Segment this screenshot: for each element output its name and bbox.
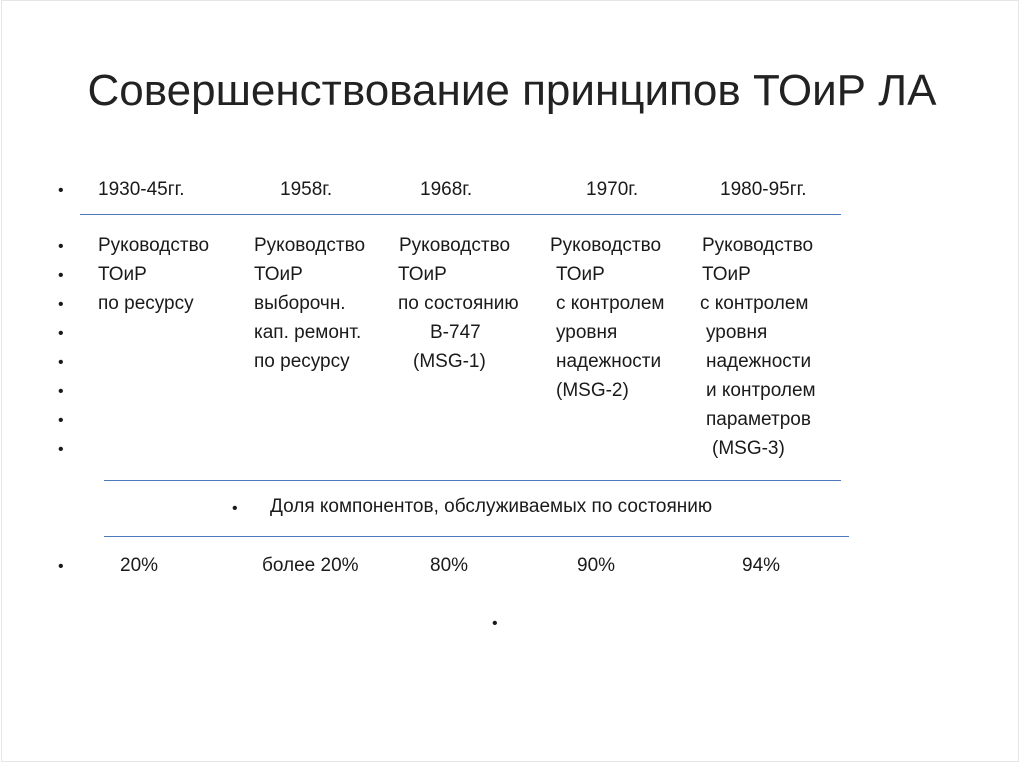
share-1: 20% [120,555,159,576]
bullet: • [58,558,64,575]
divider-years [80,214,841,215]
col1-line-1: Руководство [98,235,210,256]
year-5: 1980-95гг. [720,179,807,200]
slide-title: Совершенствование принципов ТОиР ЛА [87,66,937,115]
col2-line-4: кап. ремонт. [254,322,362,343]
col2-line-5: по ресурсу [254,351,350,372]
col5-line-5: надежности [706,351,812,372]
col2-line-1: Руководство [254,235,366,256]
divider-columns [104,480,841,481]
col4-line-4: уровня [556,322,618,343]
col5-line-8: (MSG-3) [712,438,785,459]
bullet: • [492,615,498,632]
col1-line-2: ТОиР [98,264,147,285]
col3-line-5: (MSG-1) [413,351,486,372]
col3-line-3: по состоянию [398,293,519,314]
bullet: • [58,354,64,371]
bullet: • [58,383,64,400]
col4-line-6: (MSG-2) [556,380,629,401]
col3-line-4: B-747 [430,322,481,343]
col5-line-7: параметров [706,409,811,430]
share-3: 80% [430,555,469,576]
col5-line-4: уровня [706,322,768,343]
divider-shares [104,536,849,537]
year-3: 1968г. [420,179,473,200]
col4-line-3: с контролем [556,293,665,314]
bullet: • [58,441,64,458]
bullet: • [58,238,64,255]
share-4: 90% [577,555,616,576]
share-5: 94% [742,555,781,576]
year-4: 1970г. [586,179,639,200]
share-heading: Доля компонентов, обслуживаемых по состоянию [270,496,713,517]
col4-line-2: ТОиР [556,264,605,285]
col3-line-1: Руководство [399,235,511,256]
col1-line-3: по ресурсу [98,293,194,314]
bullet: • [58,267,64,284]
year-1: 1930-45гг. [98,179,185,200]
col4-line-5: надежности [556,351,662,372]
col5-line-3: с контролем [700,293,809,314]
col2-line-3: выборочн. [254,293,346,314]
share-2: более 20% [262,555,359,576]
col5-line-1: Руководство [702,235,814,256]
bullet: • [58,325,64,342]
bullet: • [58,296,64,313]
bullet: • [232,500,238,517]
col5-line-6: и контролем [706,380,816,401]
col5-line-2: ТОиР [702,264,751,285]
bullet: • [58,182,64,199]
col2-line-2: ТОиР [254,264,303,285]
year-2: 1958г. [280,179,333,200]
col4-line-1: Руководство [550,235,662,256]
bullet: • [58,412,64,429]
col3-line-2: ТОиР [398,264,447,285]
